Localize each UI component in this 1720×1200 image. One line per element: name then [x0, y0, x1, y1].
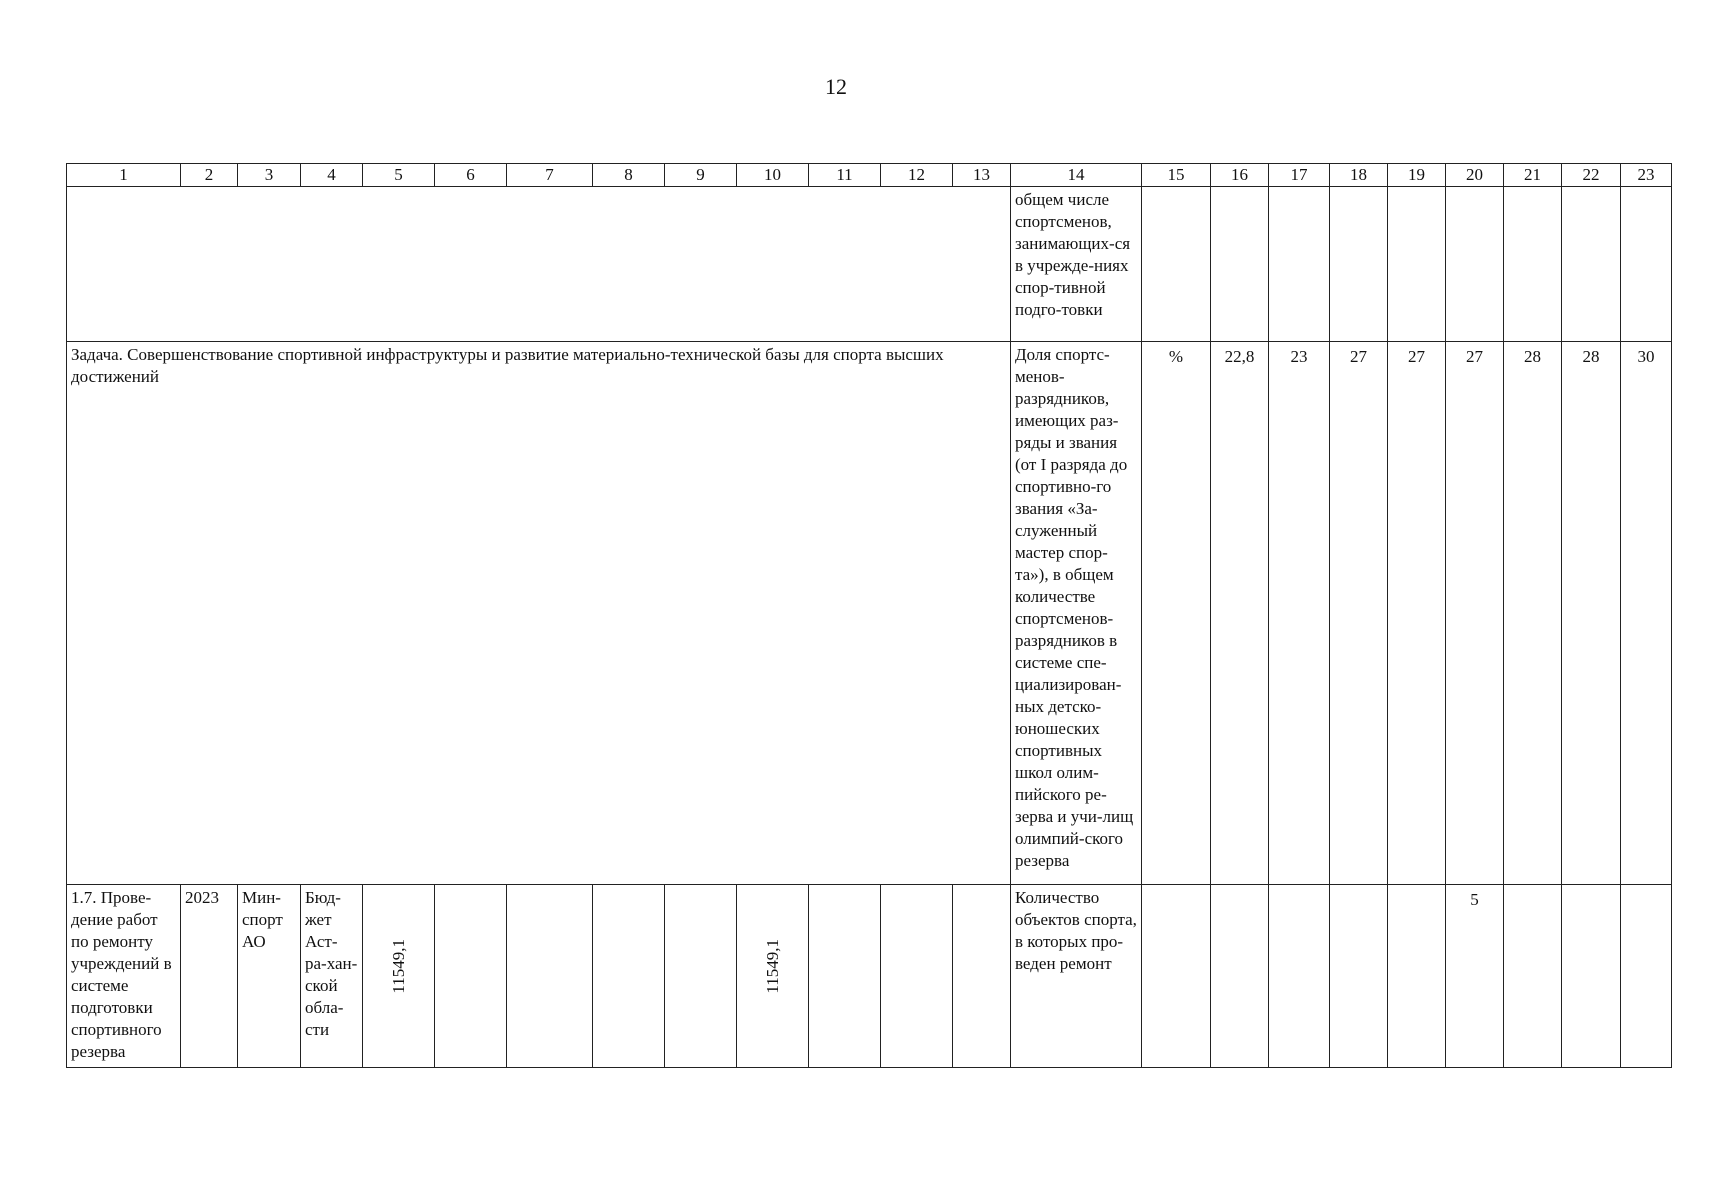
col-header-8: 8 [593, 164, 665, 187]
year-cell: 2023 [181, 885, 238, 1068]
col-header-10: 10 [737, 164, 809, 187]
col-header-15: 15 [1142, 164, 1211, 187]
table-cell [1142, 885, 1211, 1068]
table-cell [1504, 187, 1562, 342]
column-number-row [67, 164, 1672, 187]
col-header-11: 11 [809, 164, 881, 187]
col-header-1: 1 [67, 164, 181, 187]
value-cell-17: 23 [1269, 342, 1330, 885]
value-cell-23: 30 [1621, 342, 1672, 885]
col-header-21: 21 [1504, 164, 1562, 187]
table-cell [593, 885, 665, 1068]
page-number: 12 [825, 74, 847, 99]
col-header-19: 19 [1388, 164, 1446, 187]
value-cell-22: 28 [1562, 342, 1621, 885]
program-table [66, 163, 1672, 1068]
col-header-23: 23 [1621, 164, 1672, 187]
table-cell [1621, 187, 1672, 342]
col-header-13: 13 [953, 164, 1011, 187]
table-cell [1330, 187, 1388, 342]
value-cell-21: 28 [1504, 342, 1562, 885]
col-header-2: 2 [181, 164, 238, 187]
value-cell-16: 22,8 [1211, 342, 1269, 885]
activity-name-cell: 1.7. Прове-дение работ по ремонту учреждений в системе подготовки спортивного резерва [67, 885, 181, 1068]
col-header-20: 20 [1446, 164, 1504, 187]
col-header-12: 12 [881, 164, 953, 187]
table-cell [1562, 885, 1621, 1068]
indicator-cell-continued: общем числе спортсменов, занимающих-ся в учрежде-ниях спор-тивной подго-товки [1011, 187, 1142, 342]
amount-cell-5 [363, 885, 435, 1068]
funding-source-cell: Бюд-жет Аст-ра-хан-ской обла-сти [301, 885, 363, 1068]
col-header-6: 6 [435, 164, 507, 187]
table-cell [1388, 187, 1446, 342]
table-row-continuation [67, 187, 1672, 342]
indicator-cell-activity: Количество объектов спорта, в которых про-веден ремонт [1011, 885, 1142, 1068]
value-cell-20: 27 [1446, 342, 1504, 885]
task-description-cell: Задача. Совершенствование спортивной инфраструктуры и развитие материально-технической базы для спорта высших достижений [67, 342, 1011, 885]
table-cell [881, 885, 953, 1068]
table-cell [1621, 885, 1672, 1068]
col-header-7: 7 [507, 164, 593, 187]
unit-cell: % [1142, 342, 1211, 885]
value-cell-19: 27 [1388, 342, 1446, 885]
table-cell [1211, 187, 1269, 342]
indicator-cell: Доля спортс-менов-разрядников, имеющих раз-ряды и звания (от I разряда до спортивно-го звания «За-служенный мастер спор-та»), в общем количестве спортсменов-разрядников в системе спе-циализирован-ных детско-юношеских спортивных школ олим-пийского ре-зерва и учи-лищ олимпий-ского резерва [1011, 342, 1142, 885]
amount-value-10: 11549,1 [762, 939, 782, 994]
table-cell [1446, 187, 1504, 342]
table-cell [507, 885, 593, 1068]
col-header-22: 22 [1562, 164, 1621, 187]
table-row-activity [67, 885, 1672, 1068]
table-cell [1330, 885, 1388, 1068]
table-cell [1269, 885, 1330, 1068]
value-cell-20-activity: 5 [1446, 885, 1504, 1068]
value-cell-18: 27 [1330, 342, 1388, 885]
table-cell [1504, 885, 1562, 1068]
col-header-4: 4 [301, 164, 363, 187]
table-row-task [67, 342, 1672, 885]
table-cell [953, 885, 1011, 1068]
col-header-5: 5 [363, 164, 435, 187]
table-cell [1142, 187, 1211, 342]
col-header-16: 16 [1211, 164, 1269, 187]
table-cell [1211, 885, 1269, 1068]
table-cell [1562, 187, 1621, 342]
amount-cell-10 [737, 885, 809, 1068]
empty-merged-cell [67, 187, 1011, 342]
col-header-17: 17 [1269, 164, 1330, 187]
table-cell [665, 885, 737, 1068]
col-header-3: 3 [238, 164, 301, 187]
table-cell [809, 885, 881, 1068]
amount-value-5: 11549,1 [388, 939, 408, 994]
table-cell [1269, 187, 1330, 342]
table-cell [1388, 885, 1446, 1068]
executor-cell: Мин-спорт АО [238, 885, 301, 1068]
table-cell [435, 885, 507, 1068]
col-header-9: 9 [665, 164, 737, 187]
col-header-14: 14 [1011, 164, 1142, 187]
col-header-18: 18 [1330, 164, 1388, 187]
